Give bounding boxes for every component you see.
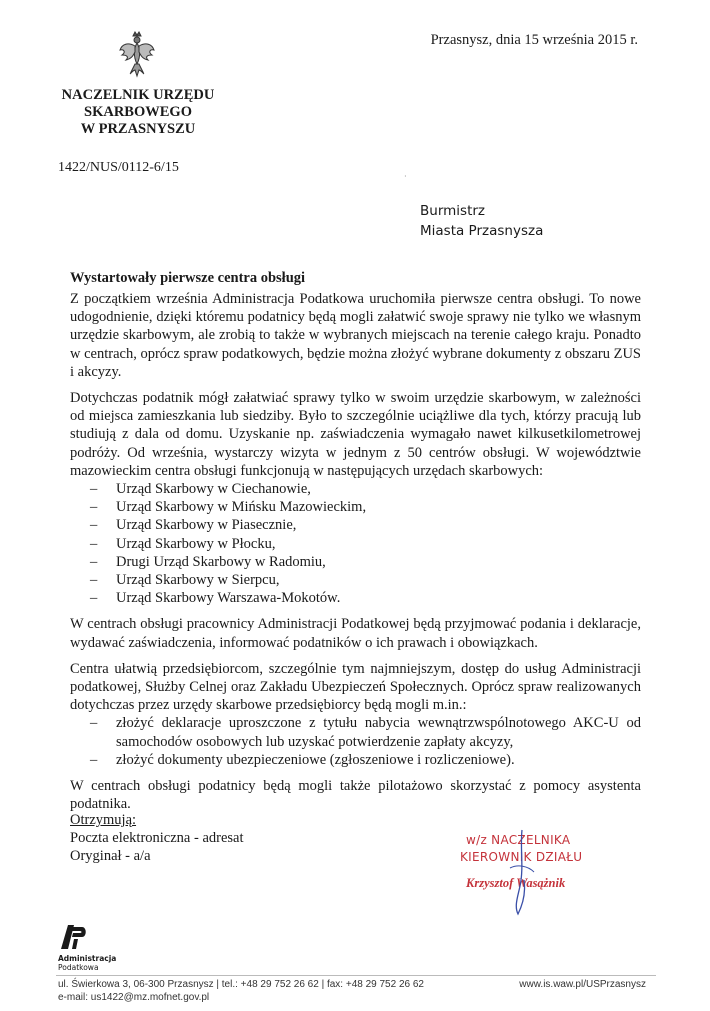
addressee-line: Burmistrz	[420, 203, 485, 219]
handwritten-signature	[500, 828, 540, 918]
office-name-line: NACZELNIK URZĘDU	[61, 87, 215, 103]
business-services-list	[70, 714, 641, 769]
office-name	[40, 87, 236, 138]
list-dash: –	[90, 517, 98, 534]
recipient-line: Poczta elektroniczna - adresat	[70, 830, 244, 846]
footer-divider	[56, 975, 656, 976]
paragraph: W centrach obsługi pracownicy Administracji Podatkowej będą przyjmować podania i deklaracje, wydawać zaświadczenia, informować podatników o ich prawach i obowiązkach.	[70, 616, 641, 651]
list-item	[70, 480, 641, 498]
list-dash: –	[90, 481, 98, 498]
letter-subject: Wystartowały pierwsze centra obsługi	[70, 270, 306, 286]
list-dash: –	[90, 535, 98, 552]
list-item-text: Urząd Skarbowy w Piasecznie,	[116, 517, 297, 534]
polish-eagle-emblem-icon	[118, 30, 156, 80]
list-dash: –	[90, 751, 98, 768]
list-item	[70, 571, 641, 589]
list-item	[70, 589, 641, 607]
list-dash: –	[90, 715, 98, 732]
recipients-block	[70, 811, 244, 865]
list-item	[70, 498, 641, 516]
paragraph: Centra ułatwią przedsiębiorcom, szczególnie tym najmniejszym, dostęp do usług Administracji podatkowej, Służby Celnej oraz Zakładu Ubezpieczeń Społecznych. Oprócz spraw realizowanych dotychczas przez urzędy skarbowe przedsiębiorcy będą mogli m.in.:	[70, 660, 641, 714]
office-name-line: W PRZASNYSZU	[80, 121, 196, 137]
list-item	[70, 714, 641, 750]
addressee-block	[420, 201, 543, 241]
list-item	[70, 516, 641, 534]
logo-caption-line: Administracja	[58, 954, 117, 963]
list-item-text: Urząd Skarbowy w Sierpcu,	[116, 572, 280, 589]
footer-contact	[58, 979, 424, 1004]
scan-artifact-mark: ·	[404, 172, 407, 181]
tax-office-list	[70, 480, 641, 607]
stamp-line: w/z NACZELNIKA	[466, 833, 571, 847]
paragraph: Dotychczas podatnik mógł załatwiać sprawy tylko w swoim urzędzie skarbowym, w zależności od miejsca zamieszkania lub siedziby. Było to szczególnie uciążliwe dla tych, którzy pracują lub studiują z dala od domu. Uzyskanie np. zaświadczenia wymagało nawet kilkusetkilometrowej podróży. Od września, wystarczy wizyta w jednym z 50 centrów obsługi. W województwie mazowieckim centra obsługi funkcjonują w następujących urzędach skarbowych:	[70, 390, 641, 479]
administracja-podatkowa-logo-icon	[58, 921, 88, 951]
logo-caption	[58, 954, 116, 972]
office-name-line: SKARBOWEGO	[84, 104, 192, 120]
list-item	[70, 535, 641, 553]
footer-email: e-mail: us1422@mz.mofnet.gov.pl	[58, 991, 210, 1003]
recipient-line: Oryginał - a/a	[70, 848, 151, 864]
paragraph: W centrach obsługi podatnicy będą mogli także pilotażowo skorzystać z pomocy asystenta podatnika.	[70, 778, 641, 813]
footer-website: www.is.waw.pl/USPrzasnysz	[519, 979, 646, 990]
list-item-text: Urząd Skarbowy w Ciechanowie,	[116, 481, 311, 498]
place-date: Przasnysz, dnia 15 września 2015 r.	[430, 32, 638, 48]
list-item-text: Drugi Urząd Skarbowy w Radomiu,	[116, 553, 326, 570]
letter-body	[70, 290, 641, 821]
list-item-text: Urząd Skarbowy w Płocku,	[116, 535, 276, 552]
list-dash: –	[90, 499, 98, 516]
list-item-text: Urząd Skarbowy w Mińsku Mazowieckim,	[116, 499, 367, 516]
list-dash: –	[90, 590, 98, 607]
paragraph: Z początkiem września Administracja Podatkowa uruchomiła pierwsze centra obsługi. To nowe udogodnienie, dzięki któremu podatnicy będą mogli załatwić swoje sprawy nie tylko we własnym urzędzie skarbowym, ale zrobią to także w wybranych miejscach na terenie całego kraju. Ponadto w centrach, oprócz spraw podatkowych, będzie można złożyć wybrane dokumenty z obszaru ZUS i akcyzy.	[70, 291, 641, 380]
recipients-header: Otrzymują:	[70, 812, 137, 828]
footer-address: ul. Świerkowa 3, 06-300 Przasnysz | tel.: +48 29 752 26 62 | fax: +48 29 752 26 62	[58, 979, 424, 990]
logo-caption-line: Podatkowa	[58, 963, 99, 972]
addressee-line: Miasta Przasnysza	[420, 223, 544, 239]
list-item	[70, 553, 641, 571]
list-dash: –	[90, 572, 98, 589]
list-item	[70, 751, 641, 769]
stamp-name: Krzysztof Wasążnik	[466, 876, 566, 890]
list-item-text: złożyć dokumenty ubezpieczeniowe (zgłoszeniowe i rozliczeniowe).	[116, 751, 515, 768]
stamp-line: KIEROWNIK DZIAŁU	[460, 850, 583, 864]
list-item-text: Urząd Skarbowy Warszawa-Mokotów.	[116, 590, 341, 607]
reference-number: 1422/NUS/0112-6/15	[58, 160, 179, 175]
list-item-text: złożyć deklaracje uproszczone z tytułu nabycia wewnątrzwspólnotowego AKC-U od samochodów osobowych lub uzyskać potwierdzenie zapłaty akcyzy,	[116, 715, 641, 750]
list-dash: –	[90, 553, 98, 570]
